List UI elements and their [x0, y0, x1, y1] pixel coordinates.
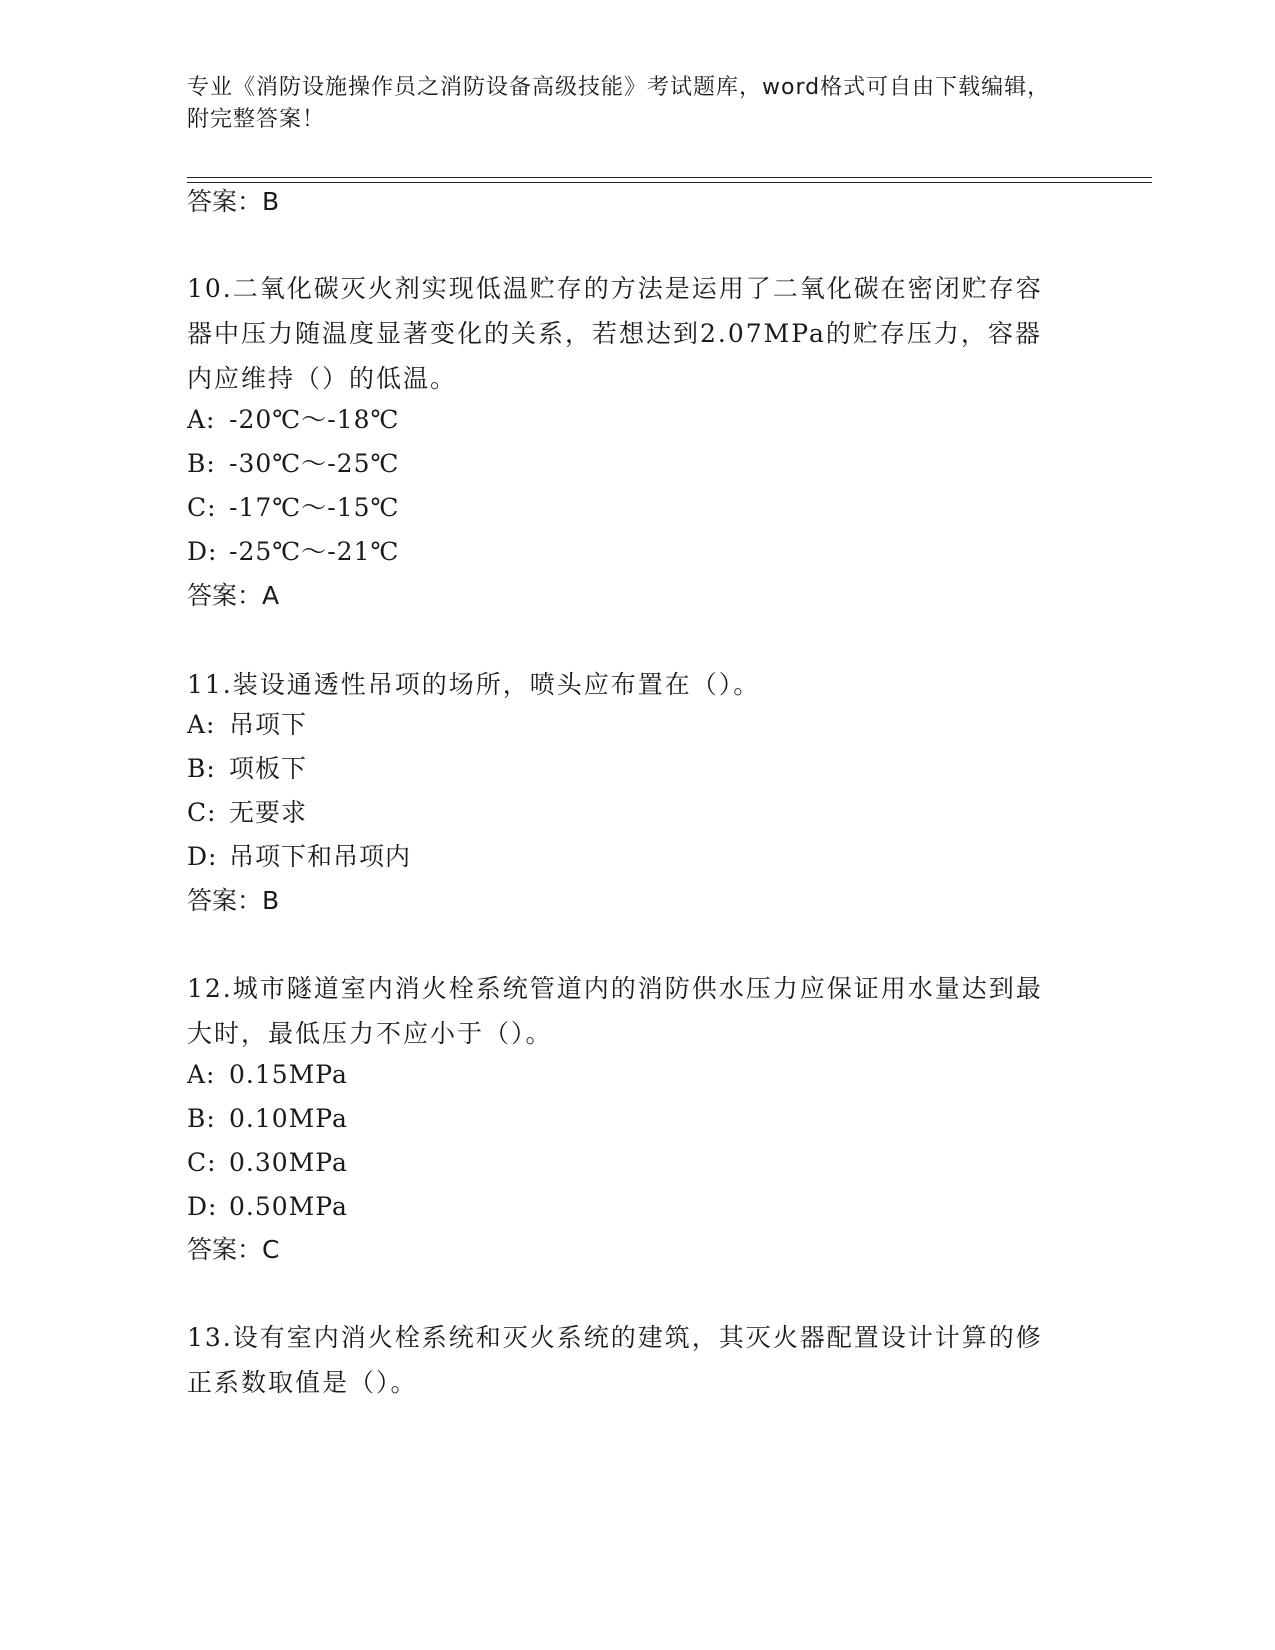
answer-line: 答案：C [187, 1235, 280, 1264]
option-key: B: [187, 754, 216, 783]
option-b [187, 752, 307, 786]
option-d [187, 840, 411, 874]
option-key: C: [187, 798, 217, 827]
option-text: 0.15MPa [229, 1060, 348, 1089]
option-key: C: [187, 1148, 217, 1177]
option-text: 吊项下 [229, 710, 308, 739]
option-text: 0.50MPa [229, 1192, 348, 1221]
header-rule-top [187, 177, 1152, 178]
option-b [187, 447, 399, 481]
option-text: -25℃～-21℃ [229, 537, 400, 566]
option-a [187, 1058, 348, 1092]
option-text: 吊项下和吊项内 [229, 842, 412, 871]
option-a [187, 403, 399, 437]
header-rule-bottom [187, 182, 1152, 183]
option-text: 0.30MPa [229, 1148, 348, 1177]
option-key: B: [187, 1104, 216, 1133]
option-text: 项板下 [229, 754, 308, 783]
option-a [187, 708, 307, 742]
option-key: A: [187, 1060, 216, 1089]
option-c [187, 1146, 348, 1180]
option-text: -17℃～-15℃ [229, 493, 400, 522]
option-b [187, 1102, 348, 1136]
option-key: A: [187, 405, 216, 434]
document-header: 专业《消防设施操作员之消防设备高级技能》考试题库，word格式可自由下载编辑，附完整答案！ [187, 75, 1051, 132]
option-c [187, 796, 307, 830]
question-stem: 13.设有室内消火栓系统和灭火系统的建筑，其灭火器配置设计计算的修正系数取值是（）。 [187, 1323, 1043, 1397]
option-key: D: [187, 1192, 218, 1221]
option-d [187, 535, 399, 569]
question-stem: 10.二氧化碳灭火剂实现低温贮存的方法是运用了二氧化碳在密闭贮存容器中压力随温度显著变化的关系，若想达到2.07MPa的贮存压力，容器内应维持（）的低温。 [187, 274, 1043, 393]
option-key: A: [187, 710, 216, 739]
option-text: 无要求 [229, 798, 308, 827]
option-key: D: [187, 842, 218, 871]
question-stem: 11.装设通透性吊项的场所，喷头应布置在（）。 [187, 670, 761, 699]
option-d [187, 1190, 348, 1224]
option-key: C: [187, 493, 217, 522]
answer-line: 答案：B [187, 187, 280, 216]
option-text: 0.10MPa [229, 1104, 348, 1133]
question-stem: 12.城市隧道室内消火栓系统管道内的消防供水压力应保证用水量达到最大时，最低压力不应小于（）。 [187, 974, 1043, 1048]
option-c [187, 491, 399, 525]
answer-line: 答案：A [187, 581, 280, 610]
answer-line: 答案：B [187, 886, 280, 915]
option-text: -30℃～-25℃ [229, 449, 400, 478]
option-text: -20℃～-18℃ [229, 405, 400, 434]
option-key: B: [187, 449, 216, 478]
option-key: D: [187, 537, 218, 566]
